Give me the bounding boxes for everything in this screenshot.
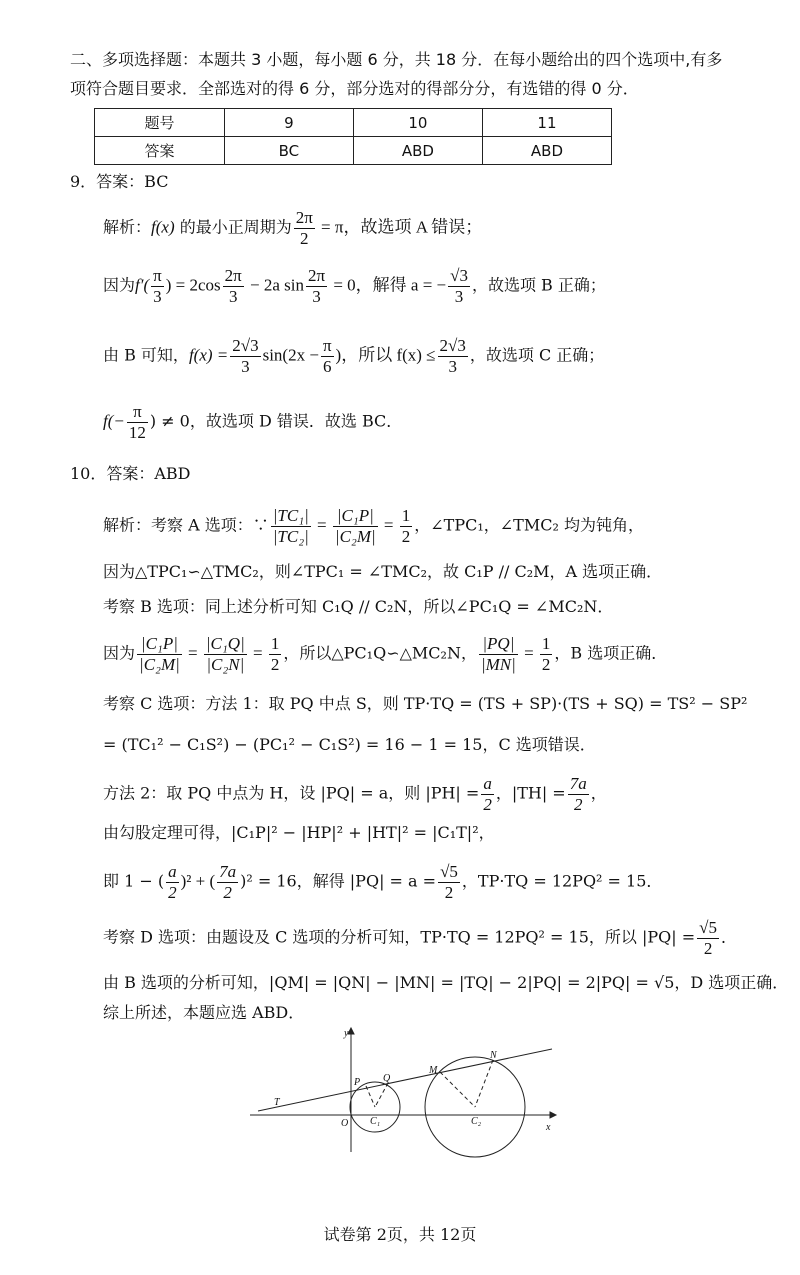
q9-line3	[103, 336, 604, 376]
text: ，|TH| =	[495, 783, 566, 803]
text: 解析：考察 A 选项：∵	[103, 515, 269, 535]
fraction	[269, 634, 282, 674]
fraction	[137, 634, 182, 674]
fraction	[204, 634, 247, 674]
denominator: 3	[454, 286, 464, 306]
text: 考察 D 选项：由题设及 C 选项的分析可知，TP·TQ = 12PQ² = 15，所以 |PQ| =	[103, 927, 696, 947]
q10-option-b-line2	[103, 634, 667, 674]
text: f′(	[135, 275, 150, 295]
text: 因为	[103, 643, 136, 663]
label-q: Q	[383, 1073, 391, 1084]
text: sin(2x −	[262, 345, 319, 365]
text: ) ≠ 0，故选项 D 错误．故选 BC．	[149, 411, 403, 431]
question-number: 11	[482, 109, 611, 137]
text: = π，故选项 A 错误；	[316, 217, 483, 237]
denominator: |C₂N|	[206, 654, 245, 674]
fraction	[271, 506, 311, 546]
text: ) = 2cos	[165, 275, 221, 295]
section-heading-line1: 二、多项选择题：本题共 3 小题，每小题 6 分，共 18 分．在每小题给出的四个选项中,有多	[70, 50, 723, 69]
numerator: |C₁Q|	[205, 634, 245, 653]
text: − 2a sin	[245, 275, 304, 295]
label-y: y	[344, 1028, 349, 1039]
question-number: 10	[353, 109, 482, 137]
q10-option-c-line2: = (TC₁² − C₁S²) − (PC₁² − C₁S²) = 16 − 1 = 15，C 选项错误．	[103, 735, 596, 754]
denominator: 6	[322, 356, 332, 376]
numerator: |PQ|	[479, 634, 518, 655]
numerator: a	[168, 862, 177, 881]
answer-table	[94, 108, 612, 165]
label-o: O	[341, 1118, 349, 1129]
fraction	[321, 336, 334, 376]
denominator: 2	[270, 654, 280, 674]
denominator: 2	[168, 882, 177, 902]
q10-option-b-line1: 考察 B 选项：同上述分析可知 C₁Q // C₂N，所以∠PC₁Q = ∠MC₂N．	[103, 597, 614, 616]
denominator: 3	[228, 286, 238, 306]
fraction	[568, 774, 589, 814]
denominator: 2	[483, 794, 492, 814]
denominator: 2	[444, 882, 454, 902]
denominator: 2	[573, 794, 583, 814]
text: ，故选项 B 正确；	[471, 275, 606, 295]
numerator: 2√3	[439, 336, 466, 355]
fraction	[479, 634, 518, 674]
text: 方法 2：取 PQ 中点为 H，设 |PQ| = a，则 |PH| =	[103, 783, 480, 803]
q9-line1	[103, 208, 482, 248]
fraction	[400, 506, 413, 546]
denominator: 2	[703, 938, 713, 958]
numerator: 1	[401, 506, 411, 525]
page-footer: 试卷第 2页，共 12页	[323, 1225, 477, 1244]
numerator: 2π	[295, 208, 313, 227]
numerator: |C₁P|	[137, 634, 182, 655]
denominator: 2	[223, 882, 232, 902]
denominator: 2	[401, 526, 411, 546]
text: )，所以 f(x) ≤	[335, 345, 436, 365]
denominator: 2	[541, 654, 551, 674]
numerator: 1	[270, 634, 280, 653]
answer-cell: BC	[224, 137, 353, 165]
numerator: π	[153, 266, 162, 285]
numerator: π	[322, 336, 332, 355]
label-m: M	[429, 1065, 438, 1076]
fraction	[166, 862, 179, 902]
y-axis-arrow-icon	[348, 1028, 354, 1034]
fraction	[333, 506, 378, 546]
q10-option-c-line1: 考察 C 选项：方法 1：取 PQ 中点 S，则 TP·TQ = (TS + SP)·(TS + SQ) = TS² − SP²	[103, 694, 748, 713]
text: ．	[721, 927, 738, 947]
fraction	[306, 266, 327, 306]
q10-summary: 综上所述，本题应选 ABD．	[103, 1003, 305, 1022]
denominator: |TC₂|	[272, 526, 309, 546]
text: =	[248, 643, 267, 663]
q10-header: 10．答案：ABD	[70, 464, 191, 483]
text: )² = 16，解得 |PQ| = a =	[240, 871, 437, 891]
numerator: 7a	[569, 774, 587, 793]
fraction	[438, 862, 460, 902]
label-x: x	[546, 1122, 551, 1133]
q10-method2-line	[103, 774, 607, 814]
segment-c2n	[475, 1060, 493, 1107]
denominator: 2	[300, 228, 309, 248]
numerator: |C₁P|	[333, 506, 378, 527]
numerator: π	[127, 402, 148, 423]
q10-solve-line	[103, 862, 662, 902]
label-t: T	[274, 1097, 280, 1108]
q9-header: 9．答案：BC	[70, 172, 169, 191]
numerator: √5	[440, 862, 458, 881]
fraction	[438, 336, 468, 376]
text: 即 1 − (	[103, 871, 165, 891]
text: ，	[590, 783, 607, 803]
label-p: P	[354, 1077, 361, 1088]
label-c1: C₁	[370, 1116, 381, 1127]
text: ，B 选项正确．	[554, 643, 668, 663]
q10-option-a-line1	[103, 506, 644, 546]
tangent-line	[258, 1049, 552, 1111]
fraction	[697, 918, 719, 958]
circles-tangent-figure	[250, 1022, 570, 1162]
text: = 0，解得 a = −	[329, 275, 447, 295]
fraction	[217, 862, 238, 902]
q9-line4	[103, 402, 402, 442]
fraction	[481, 774, 494, 814]
denominator: 3	[153, 286, 162, 306]
fraction	[294, 208, 315, 248]
question-number: 9	[224, 109, 353, 137]
fraction	[127, 402, 148, 442]
text: ，所以△PC₁Q∽△MC₂N，	[283, 643, 477, 663]
fraction	[230, 336, 260, 376]
answer-cell: ABD	[353, 137, 482, 165]
denominator: 3	[312, 286, 321, 306]
text: ，故选项 C 正确；	[469, 345, 605, 365]
text: 解析：	[103, 217, 152, 237]
table-row	[95, 137, 612, 165]
numerator: 2π	[307, 266, 326, 285]
numerator: √5	[699, 918, 717, 937]
q10-option-a-line2: 因为△TPC₁∽△TMC₂，则∠TPC₁ = ∠TMC₂，故 C₁P // C₂M，A 选项正确．	[103, 562, 663, 581]
denominator: |MN|	[480, 654, 516, 674]
table-row	[95, 109, 612, 137]
denominator: 3	[448, 356, 457, 376]
text: f(x) =	[188, 345, 229, 365]
row-label-question: 题号	[95, 109, 225, 137]
q10-option-d-line1	[103, 918, 737, 958]
numerator: √3	[450, 266, 468, 285]
text: ，∠TPC₁，∠TMC₂ 均为钝角，	[414, 515, 644, 535]
q9-line2	[103, 266, 606, 306]
fraction	[223, 266, 244, 306]
text: =	[519, 643, 538, 663]
label-n: N	[490, 1050, 497, 1061]
fraction	[448, 266, 470, 306]
q10-option-d-line2: 由 B 选项的分析可知，|QM| = |QN| − |MN| = |TQ| − 2|PQ| = 2|PQ| = √5，D 选项正确．	[103, 973, 789, 992]
segment-c1q	[375, 1083, 388, 1107]
text: ，TP·TQ = 12PQ² = 15．	[461, 871, 663, 891]
denominator: |C₂M|	[139, 654, 180, 674]
text: )² + (	[180, 871, 216, 891]
row-label-answer: 答案	[95, 137, 225, 165]
numerator: 1	[541, 634, 551, 653]
text: f(x)	[151, 217, 175, 237]
numerator: 7a	[219, 862, 237, 881]
text: 由 B 可知，	[103, 345, 189, 365]
answer-cell: ABD	[482, 137, 611, 165]
text: =	[312, 515, 331, 535]
x-axis-arrow-icon	[550, 1112, 556, 1118]
numerator: 2π	[224, 266, 242, 285]
text: 的最小正周期为	[174, 217, 292, 237]
denominator: |C₂M|	[334, 526, 376, 546]
q10-pythagoras-line: 由勾股定理可得，|C₁P|² − |HP|² + |HT|² = |C₁T|²，	[103, 823, 495, 842]
numerator: 2√3	[232, 336, 259, 355]
text: =	[379, 515, 398, 535]
numerator: a	[483, 774, 492, 793]
fraction	[540, 634, 553, 674]
denominator: 12	[128, 422, 146, 442]
fraction	[151, 266, 164, 306]
section-heading-line2: 项符合题目要求．全部选对的得 6 分，部分选对的得部分分，有选错的得 0 分．	[70, 79, 639, 98]
text: f(−	[103, 411, 125, 431]
numerator: |TC₁|	[272, 506, 309, 525]
denominator: 3	[241, 356, 250, 376]
text: =	[183, 643, 202, 663]
text: 因为	[103, 275, 136, 295]
segment-c1p	[366, 1086, 375, 1107]
segment-c2m	[440, 1072, 475, 1107]
label-c2: C₂	[471, 1116, 482, 1127]
